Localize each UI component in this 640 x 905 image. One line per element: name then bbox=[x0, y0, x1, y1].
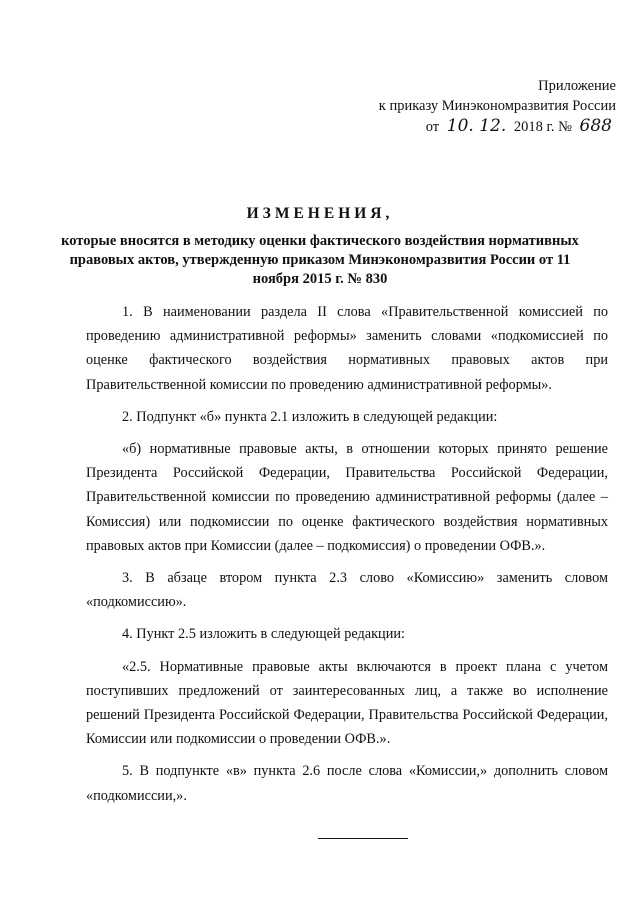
document-title: ИЗМЕНЕНИЯ, bbox=[246, 205, 394, 222]
handwritten-number: 688 bbox=[579, 116, 612, 136]
date-prefix: от bbox=[425, 119, 440, 135]
appendix-date-line bbox=[379, 116, 616, 137]
appendix-label: Приложение bbox=[538, 78, 616, 94]
paragraph-5: 5. В подпункте «в» пункта 2.6 после слова «Комиссии,» дополнить словом «подкомиссии,». bbox=[86, 763, 608, 804]
paragraph-1: 1. В наименовании раздела II слова «Правительственной комиссией по проведению административной реформы» заменить словами «подкомиссией по оценке фактического воздействия нормативных правовых актов при Правительственной комиссии по проведению административной реформы». bbox=[86, 304, 608, 393]
document-body bbox=[86, 300, 608, 816]
appendix-header bbox=[379, 76, 616, 137]
paragraph-2-quote: «б) нормативные правовые акты, в отношении которых принято решение Президента Российской Федерации, Правительства Российской Федерации, Правительственной комиссии по проведению административной реформы (далее – Комиссия) или подкомиссии по оценке фактического воздействия нормативных правовых актов при Комиссии (далее – подкомиссия) о проведении ОФВ.». bbox=[86, 441, 608, 554]
closing-rule bbox=[318, 838, 408, 839]
paragraph-3: 3. В абзаце втором пункта 2.3 слово «Комиссию» заменить словом «подкомиссию». bbox=[86, 570, 608, 611]
appendix-order-ref: к приказу Минэкономразвития России bbox=[378, 98, 616, 114]
date-year: 2018 г. № bbox=[513, 119, 572, 135]
document-subtitle: которые вносятся в методику оценки фактического воздействия нормативных правовых актов, утвержденную приказом Минэкономразвития России от 11 ноября 2015 г. № 830 bbox=[61, 233, 579, 287]
paragraph-4-quote: «2.5. Нормативные правовые акты включаются в проект плана с учетом поступивших предложений от заинтересованных лиц, а также во исполнение решений Президента Российской Федерации, Правительства Российской Федерации, Комиссии или подкомиссии о проведении ОФВ.». bbox=[86, 658, 608, 748]
handwritten-date: 10. 12. bbox=[446, 116, 507, 136]
paragraph-4: 4. Пункт 2.5 изложить в следующей редакции: bbox=[122, 626, 405, 643]
paragraph-2: 2. Подпункт «б» пункта 2.1 изложить в следующей редакции: bbox=[122, 408, 498, 425]
